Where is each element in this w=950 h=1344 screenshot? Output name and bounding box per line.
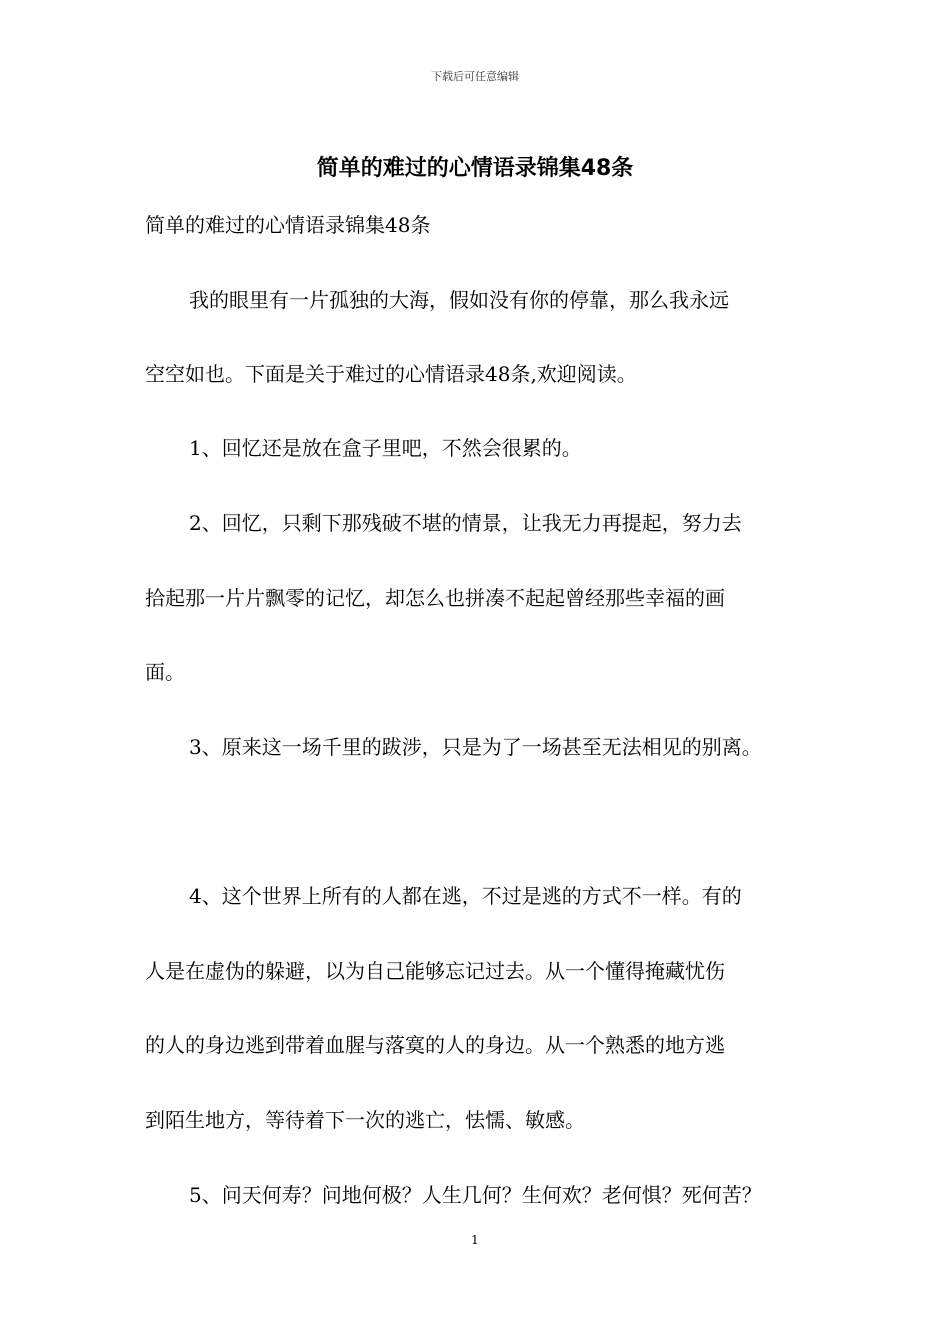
paragraph-line: 5、问天何寿？问地何极？人生几何？生何欢？老何惧？死何苦？ [189,1183,762,1207]
paragraph-line: 空空如也。下面是关于难过的心情语录48条,欢迎阅读。 [145,362,637,386]
document-title: 简单的难过的心情语录锦集48条 [316,156,634,181]
paragraph-line: 到陌生地方，等待着下一次的逃亡，怯懦、敏感。 [145,1108,585,1132]
paragraph-line: 3、原来这一场千里的跋涉，只是为了一场甚至无法相见的别离。 [189,735,762,759]
paragraph-line: 拾起那一片片飘零的记忆，却怎么也拼凑不起起曾经那些幸福的画 [145,586,725,610]
paragraph-line: 人是在虚伪的躲避，以为自己能够忘记过去。从一个懂得掩藏忧伤 [145,959,725,983]
paragraph-line: 1、回忆还是放在盒子里吧，不然会很累的。 [189,436,582,460]
paragraph-line: 2、回忆，只剩下那残破不堪的情景，让我无力再提起，努力去 [189,511,742,535]
paragraph-line: 面。 [145,660,185,684]
paragraph-line: 我的眼里有一片孤独的大海，假如没有你的停靠，那么我永远 [189,288,729,312]
page-number: 1 [471,1233,479,1247]
paragraph-line: 4、这个世界上所有的人都在逃，不过是逃的方式不一样。有的 [189,884,742,908]
header-note: 下载后可任意编辑 [431,70,519,83]
paragraph-line: 的人的身边逃到带着血腥与落寞的人的身边。从一个熟悉的地方逃 [145,1033,725,1057]
document-subtitle: 简单的难过的心情语录锦集48条 [145,213,431,237]
